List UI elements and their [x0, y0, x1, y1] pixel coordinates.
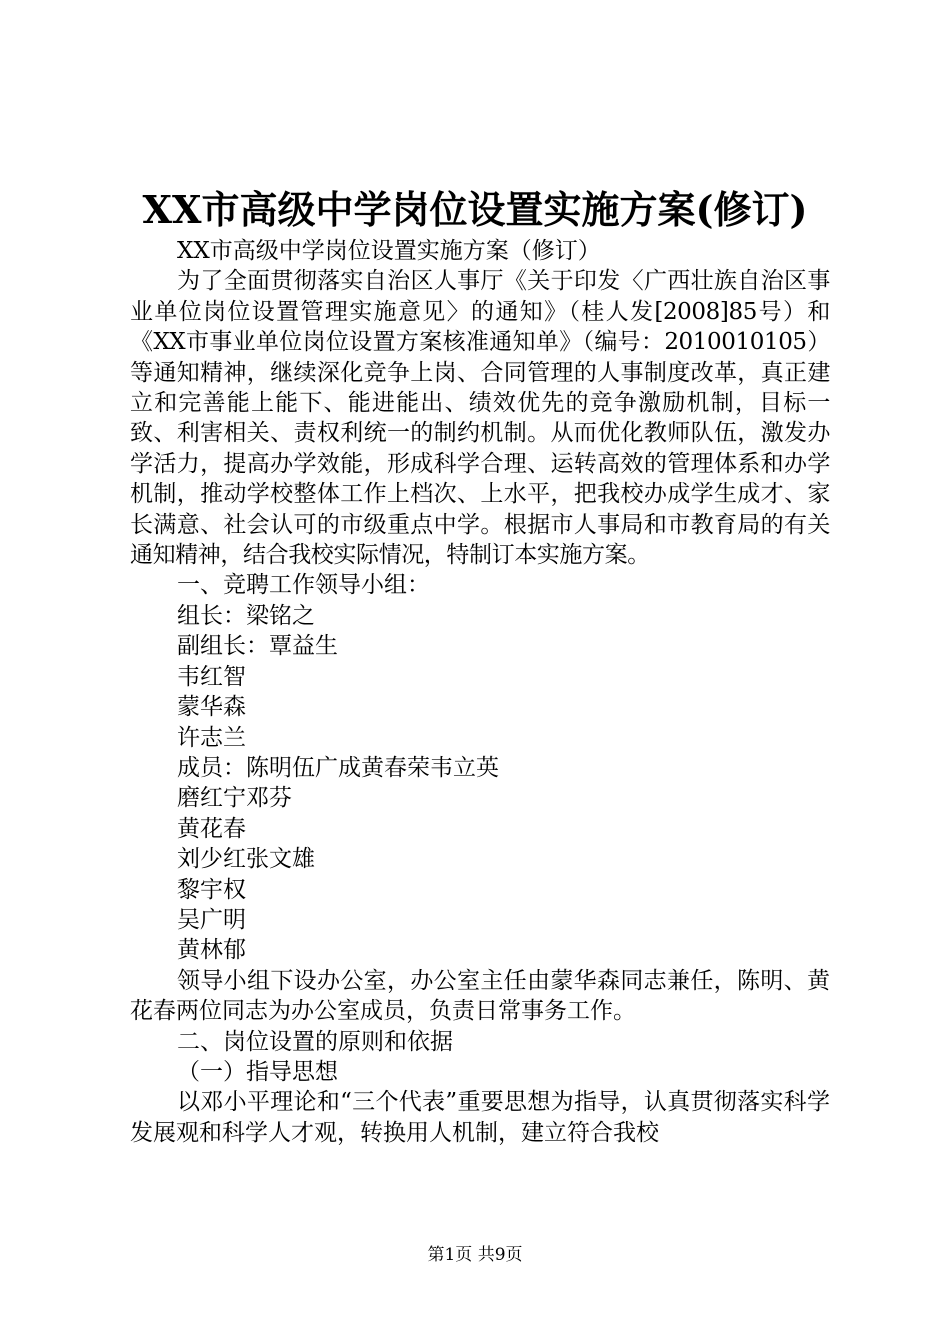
- list-item: 黄花春: [177, 815, 246, 842]
- page-footer: 第1页 共9页: [427, 1245, 523, 1265]
- subtitle-paragraph: XX市高级中学岗位设置实施方案（修订）: [177, 238, 601, 264]
- document-body: [130, 236, 830, 1148]
- office-paragraph: 领导小组下设办公室，办公室主任由蒙华森同志兼任，陈明、黄花春两位同志为办公室成员，负责日常事务工作。: [130, 967, 830, 1025]
- section-heading: 一、竞聘工作领导小组：: [177, 572, 430, 599]
- intro-paragraph: 为了全面贯彻落实自治区人事厅《关于印发〈广西壮族自治区事业单位岗位设置管理实施意见〉的通知》（桂人发[2008]85号）和《XX市事业单位岗位设置方案核准通知单》（编号：2010010105）等通知精神，继续深化竞争上岗、合同管理的人事制度改革，真正建立和完善能上能下、能进能出、绩效优先的竞争激励机制，目标一致、利害相关、责权利统一的制约机制。从而优化教师队伍，激发办学活力，提高办学效能，形成科学合理、运转高效的管理体系和办学机制，推动学校整体工作上档次、上水平，把我校办成学生成才、家长满意、社会认可的市级重点中学。根据市人事局和市教育局的有关通知精神，结合我校实际情况，特制订本实施方案。: [130, 268, 830, 569]
- list-item: 黄林郁: [177, 937, 246, 964]
- list-item: 蒙华森: [177, 694, 246, 721]
- guideline-paragraph: 以邓小平理论和“三个代表”重要思想为指导，认真贯彻落实科学发展观和科学人才观，转换用人机制，建立符合我校: [130, 1089, 830, 1146]
- list-item: 许志兰: [177, 724, 246, 751]
- list-item: 韦红智: [177, 663, 246, 690]
- subsection-heading: （一）指导思想: [177, 1058, 338, 1085]
- list-item: 副组长：覃益生: [177, 633, 338, 660]
- document-title: XX市高级中学岗位设置实施方案(修订): [142, 187, 808, 232]
- list-item: 吴广明: [177, 906, 246, 933]
- list-item: 黎宇权: [177, 876, 246, 903]
- list-item: 刘少红张文雄: [177, 846, 315, 873]
- section-heading: 二、岗位设置的原则和依据: [177, 1028, 453, 1055]
- list-item: 成员：陈明伍广成黄春荣韦立英: [177, 754, 499, 781]
- list-item: 磨红宁邓芬: [177, 785, 292, 812]
- list-item: 组长：梁铭之: [177, 602, 315, 629]
